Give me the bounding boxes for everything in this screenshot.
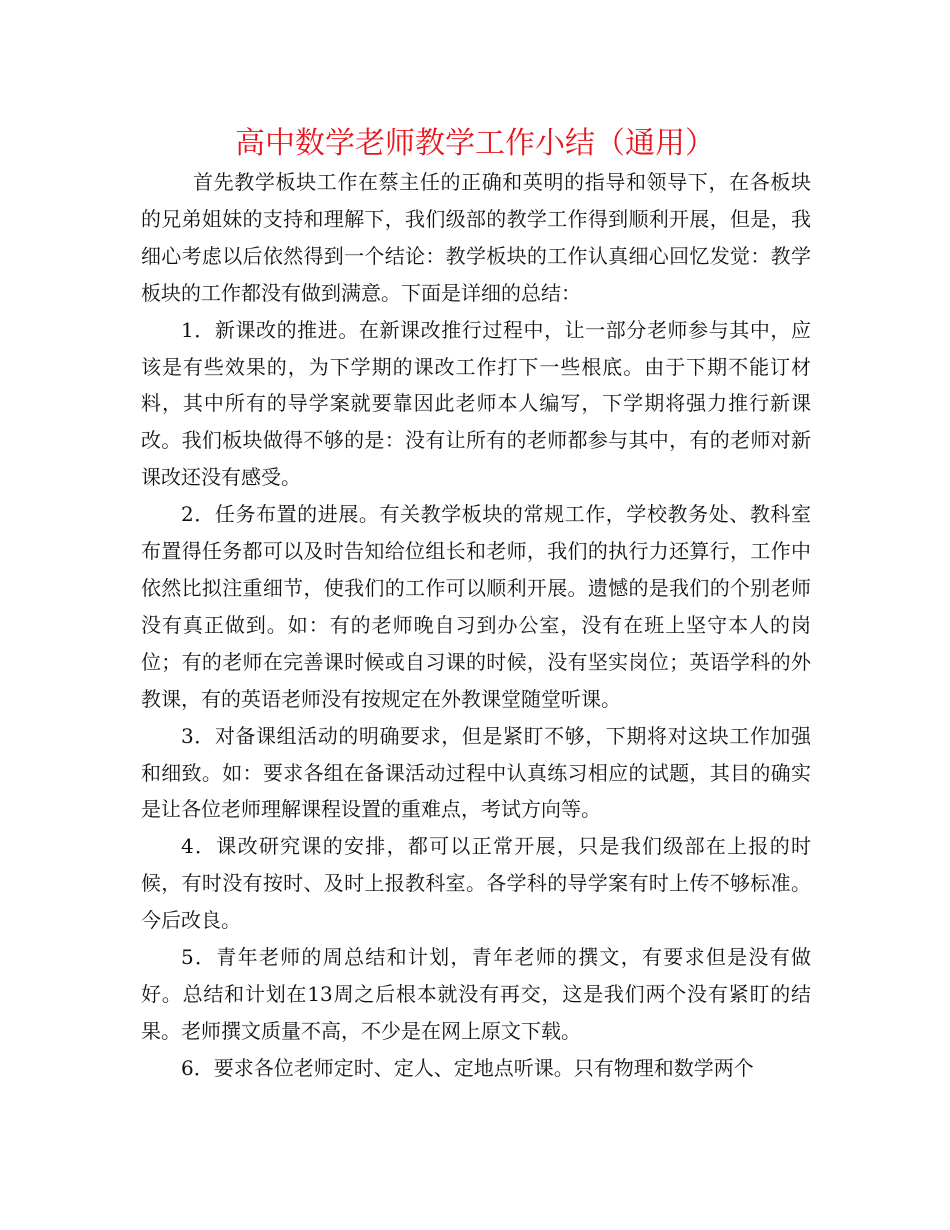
paragraph-item-3: 3．对备课组活动的明确要求，但是紧盯不够，下期将对这块工作加强和细致。如：要求各组在备课活动过程中认真练习相应的试题，其目的确实是让各位老师理解课程设置的重难点，考试方向等。 (141, 723, 811, 822)
document-body (141, 164, 811, 1087)
paragraph-item-1: 1．新课改的推进。在新课改推行过程中，让一部分老师参与其中，应该是有些效果的，为下学期的课改工作打下一些根底。由于下期不能订材料，其中所有的导学案就要靠因此老师本人编写，下学期将强力推行新课改。我们板块做得不够的是：没有让所有的老师都参与其中，有的老师对新课改还没有感受。 (141, 317, 811, 490)
paragraph-item-6: 6．要求各位老师定时、定人、定地点听课。只有物理和数学两个 (181, 1055, 754, 1080)
document-title: 高中数学老师教学工作小结（通用） (235, 126, 715, 161)
paragraph-item-4: 4．课改研究课的安排，都可以正常开展，只是我们级部在上报的时候，有时没有按时、及时上报教科室。各学科的导学案有时上传不够标准。今后改良。 (141, 834, 811, 933)
paragraph-item-2: 2．任务布置的进展。有关教学板块的常规工作，学校教务处、教科室布置得任务都可以及时告知给位组长和老师，我们的执行力还算行，工作中依然比拟注重细节，使我们的工作可以顺利开展。遗憾的是我们的个别老师没有真正做到。如：有的老师晚自习到办公室，没有在班上坚守本人的岗位；有的老师在完善课时候或自习课的时候，没有坚实岗位；英语学科的外教课，有的英语老师没有按规定在外教课堂随堂听课。 (141, 502, 811, 711)
paragraph-item-5: 5．青年老师的周总结和计划，青年老师的撰文，有要求但是没有做好。总结和计划在13周之后根本就没有再交，这是我们两个没有紧盯的结果。老师撰文质量不高，不少是在网上原文下载。 (141, 945, 811, 1043)
paragraph-intro: 首先教学板块工作在蔡主任的正确和英明的指导和领导下，在各板块的兄弟姐妹的支持和理解下，我们级部的教学工作得到顺利开展，但是，我细心考虑以后依然得到一个结论：教学板块的工作认真细心回忆发觉：教学板块的工作都没有做到满意。下面是详细的总结： (141, 170, 811, 305)
